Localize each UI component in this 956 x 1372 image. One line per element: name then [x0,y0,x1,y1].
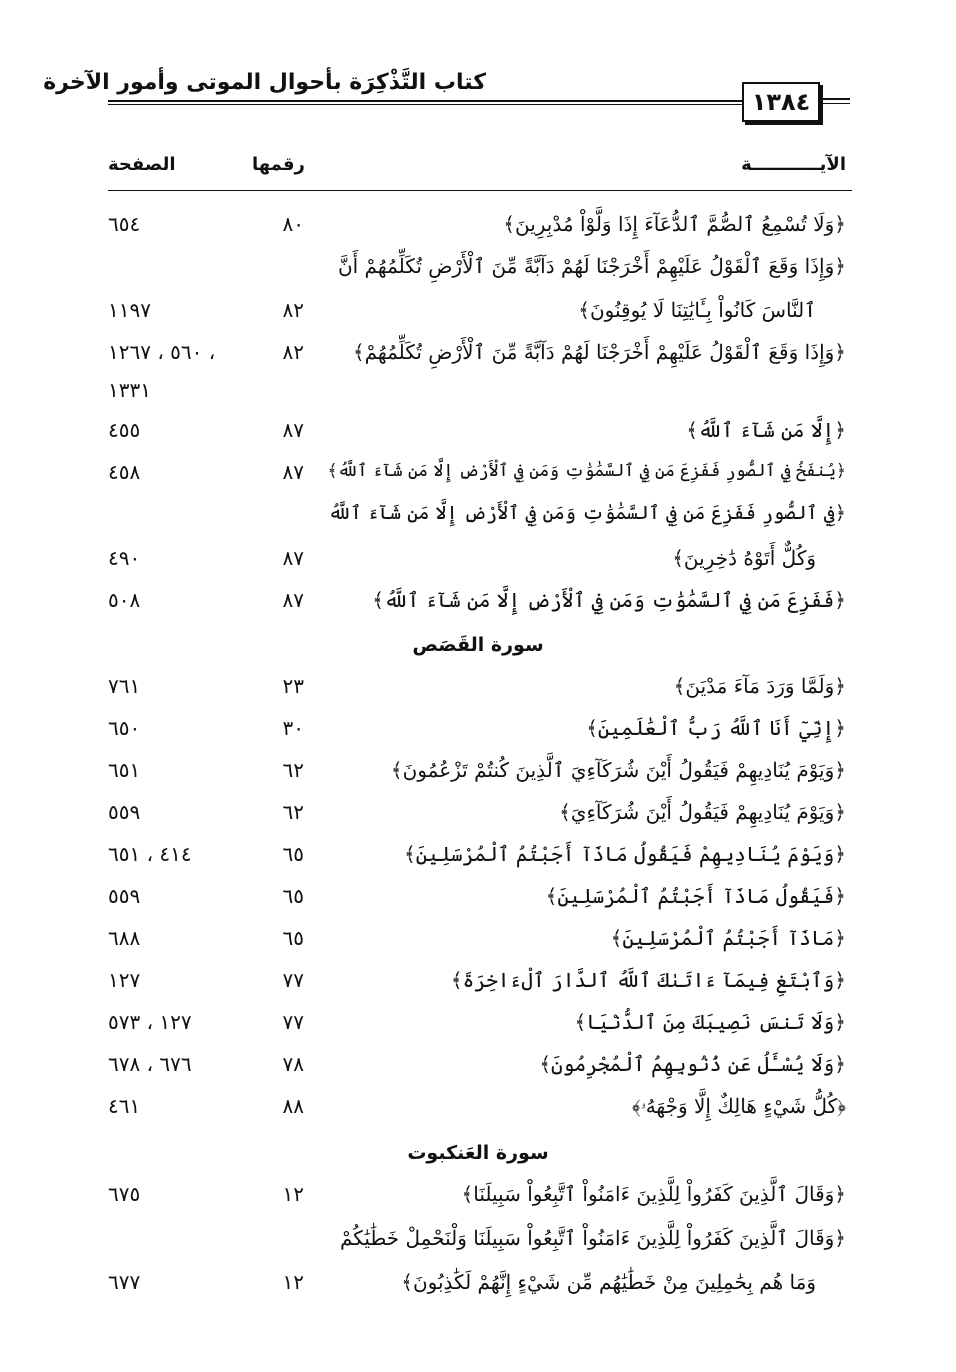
table-row [0,674,956,714]
table-row [0,1226,956,1266]
column-header-rule [108,190,852,191]
page-ref: ٦٥٤ [108,212,141,236]
surah-heading-qasas: سورة القَصَص [412,634,544,656]
book-title: كتاب التَّذْكِرَة بأحوال الموتى وأمور الآخرة [43,70,486,95]
aya-text: ٱلنَّاسَ كَانُواْ بِـَٔايَٰتِنَا لَا يُوقِنُونَ﴾ [578,298,816,322]
table-row [0,716,956,756]
page-number: ١٣٨٤ [742,82,820,122]
aya-number: ٧٨ [282,1052,304,1076]
table-row [0,884,956,924]
aya-number: ٨٧ [282,546,304,570]
header-rule-thin [108,104,742,105]
page-ref: ٥٠٨ [108,588,141,612]
table-row [0,1094,956,1134]
page-ref: ٤٥٥ [108,418,141,442]
aya-number: ١٢ [282,1182,304,1206]
table-row [0,588,956,628]
aya-text: ﴿وَلَا يُسْـَٔلُ عَن ذُنُوبِهِمُ ٱلْمُجْرِمُونَ﴾ [539,1052,846,1076]
table-row [0,1270,956,1310]
page-ref: ٤٦١ [108,1094,141,1118]
aya-text: ﴿وَيَوْمَ يُنَادِيهِمْ فَيَقُولُ أَيْنَ شُرَكَآءِيَ ٱلَّذِينَ كُنتُمْ تَزْعُمُونَ﴾ [390,758,846,782]
aya-number: ٣٠ [282,716,304,740]
column-header-page: الصفحة [108,154,176,175]
column-header-aya: الآيـــــــــــة [741,154,846,175]
aya-text: وَمَا هُم بِحَٰمِلِينَ مِنْ خَطَٰيَٰهُم مِّن شَيْءٍ إِنَّهُمْ لَكَٰذِبُونَ﴾ [401,1270,816,1294]
aya-number: ٨٠ [282,212,304,236]
page-ref: ٦٧٧ [108,1270,141,1294]
table-row [0,926,956,966]
table-row [0,1010,956,1050]
page-ref: ١٣٣١ [108,378,151,402]
aya-number: ٦٥ [282,884,304,908]
table-row [0,418,956,458]
table-row [0,800,956,840]
aya-text: ﴿وَٱبْتَغِ فِيمَآ ءَاتَىٰكَ ٱللَّهُ ٱلدَّارَ ٱلْءَاخِرَةَ﴾ [450,968,846,992]
page-ref: ١٢٧ [108,968,141,992]
aya-number: ٨٢ [282,340,304,364]
page-ref: ٦٨٨ [108,926,141,950]
aya-number: ٨٧ [282,588,304,612]
table-row [0,502,956,542]
aya-text: وَكُلٌّ أَتَوْهُ دَٰخِرِينَ﴾ [672,546,816,570]
page-ref: ١٢٧ ، ٥٧٣ [108,1010,192,1034]
aya-text: ﴿وَإِذَا وَقَعَ ٱلْقَوْلُ عَلَيْهِمْ أَخْرَجْنَا لَهُمْ دَآبَّةً مِّنَ ٱلْأَرْضِ تُكَلِّمُهُمْ أَنَّ [337,254,846,278]
table-row [0,1052,956,1092]
aya-text: ﴿وَقَالَ ٱلَّذِينَ كَفَرُواْ لِلَّذِينَ ءَامَنُواْ ٱتَّبِعُواْ سَبِيلَنَا وَلْنَحْمِلْ خَطَٰيَٰكُمْ [339,1226,846,1250]
table-row [0,1182,956,1222]
aya-text: ﴿كُلُّ شَيْءٍ هَالِكٌ إِلَّا وَجْهَهُۥ﴾ [631,1094,846,1118]
aya-text: ﴿وَيَوْمَ يُنَادِيهِمْ فَيَقُولُ مَاذَآ أَجَبْتُمُ ٱلْمُرْسَلِينَ﴾ [404,842,846,866]
aya-text: ﴿فَيَقُولُ مَاذَآ أَجَبْتُمُ ٱلْمُرْسَلِينَ﴾ [545,884,846,908]
table-row [0,758,956,798]
page-ref: ٦٥١ [108,758,141,782]
aya-text: ﴿وَيَوْمَ يُنَادِيهِمْ فَيَقُولُ أَيْنَ شُرَكَآءِيَ﴾ [559,800,846,824]
aya-text: ﴿يُنفَخُ فِي ٱلصُّورِ فَفَزِعَ مَن فِي ٱلسَّمَٰوَٰتِ وَمَن فِي ٱلْأَرْضِ إِلَّا مَن شَآءَ ٱللَّهُ﴾ [327,461,846,481]
aya-number: ٦٥ [282,926,304,950]
page-ref: ٤٩٠ [108,546,141,570]
aya-number: ٧٧ [282,968,304,992]
aya-text: ﴿فِي ٱلصُّورِ فَفَزِعَ مَن فِي ٱلسَّمَٰوَٰتِ وَمَن فِي ٱلْأَرْضِ إِلَّا مَن شَآءَ ٱللَّهُ [328,502,846,524]
table-row [0,340,956,380]
page-ref: ٦٥٠ [108,716,141,740]
page-ref: ٥٥٩ [108,800,141,824]
aya-number: ٦٢ [282,758,304,782]
page-ref: ٥٦٠ ، ١٢٦٧ ، [108,340,216,364]
page-ref: ٥٥٩ [108,884,141,908]
aya-number: ٨٢ [282,298,304,322]
aya-text: ﴿فَفَزِعَ مَن فِي ٱلسَّمَٰوَٰتِ وَمَن فِي ٱلْأَرْضِ إِلَّا مَن شَآءَ ٱللَّهُ﴾ [372,588,846,612]
aya-text: ﴿إِلَّا مَن شَآءَ ٱللَّهُ﴾ [686,418,846,442]
table-row [0,968,956,1008]
table-row [0,212,956,252]
table-row [0,842,956,882]
aya-text: ﴿إِنِّيٓ أَنَا ٱللَّهُ رَبُّ ٱلْعَٰلَمِينَ﴾ [586,716,846,740]
table-row [0,460,956,500]
aya-text: ﴿وَلَمَّا وَرَدَ مَآءَ مَدْيَنَ﴾ [673,674,846,698]
aya-number: ٨٧ [282,418,304,442]
aya-number: ٨٨ [282,1094,304,1118]
table-row [0,254,956,294]
surah-heading-ankabut: سورة العَنكبوت [407,1142,549,1164]
aya-text: ﴿وَإِذَا وَقَعَ ٱلْقَوْلُ عَلَيْهِمْ أَخْرَجْنَا لَهُمْ دَآبَّةً مِّنَ ٱلْأَرْضِ تُكَلِّمُهُمْ﴾ [352,340,846,364]
aya-number: ٦٢ [282,800,304,824]
column-header-number: رقمها [252,154,305,175]
table-row [0,546,956,586]
aya-text: ﴿وَلَا تُسْمِعُ ٱلصُّمَّ ٱلدُّعَآءَ إِذَا وَلَّوْاْ مُدْبِرِينَ﴾ [503,212,846,236]
header-rule-right-thin [820,103,850,104]
aya-text: ﴿مَاذَآ أَجَبْتُمُ ٱلْمُرْسَلِينَ﴾ [610,926,846,950]
page-ref: ٧٦١ [108,674,141,698]
table-row [0,298,956,338]
page-ref: ٤١٤ ، ٦٥١ [108,842,192,866]
table-row [0,378,956,418]
page-ref: ٤٥٨ [108,460,141,484]
header-rule-right [820,98,850,100]
page-ref: ١١٩٧ [108,298,151,322]
aya-number: ٢٣ [282,674,304,698]
page-ref: ٦٧٦ ، ٦٧٨ [108,1052,192,1076]
aya-number: ٦٥ [282,842,304,866]
aya-number: ١٢ [282,1270,304,1294]
page-ref: ٦٧٥ [108,1182,141,1206]
aya-number: ٨٧ [282,460,304,484]
aya-text: ﴿وَلَا تَنسَ نَصِيبَكَ مِنَ ٱلدُّنْيَا﴾ [574,1010,846,1034]
header-rule [108,100,742,102]
aya-number: ٧٧ [282,1010,304,1034]
aya-text: ﴿وَقَالَ ٱلَّذِينَ كَفَرُواْ لِلَّذِينَ ءَامَنُواْ ٱتَّبِعُواْ سَبِيلَنَا﴾ [461,1182,846,1206]
